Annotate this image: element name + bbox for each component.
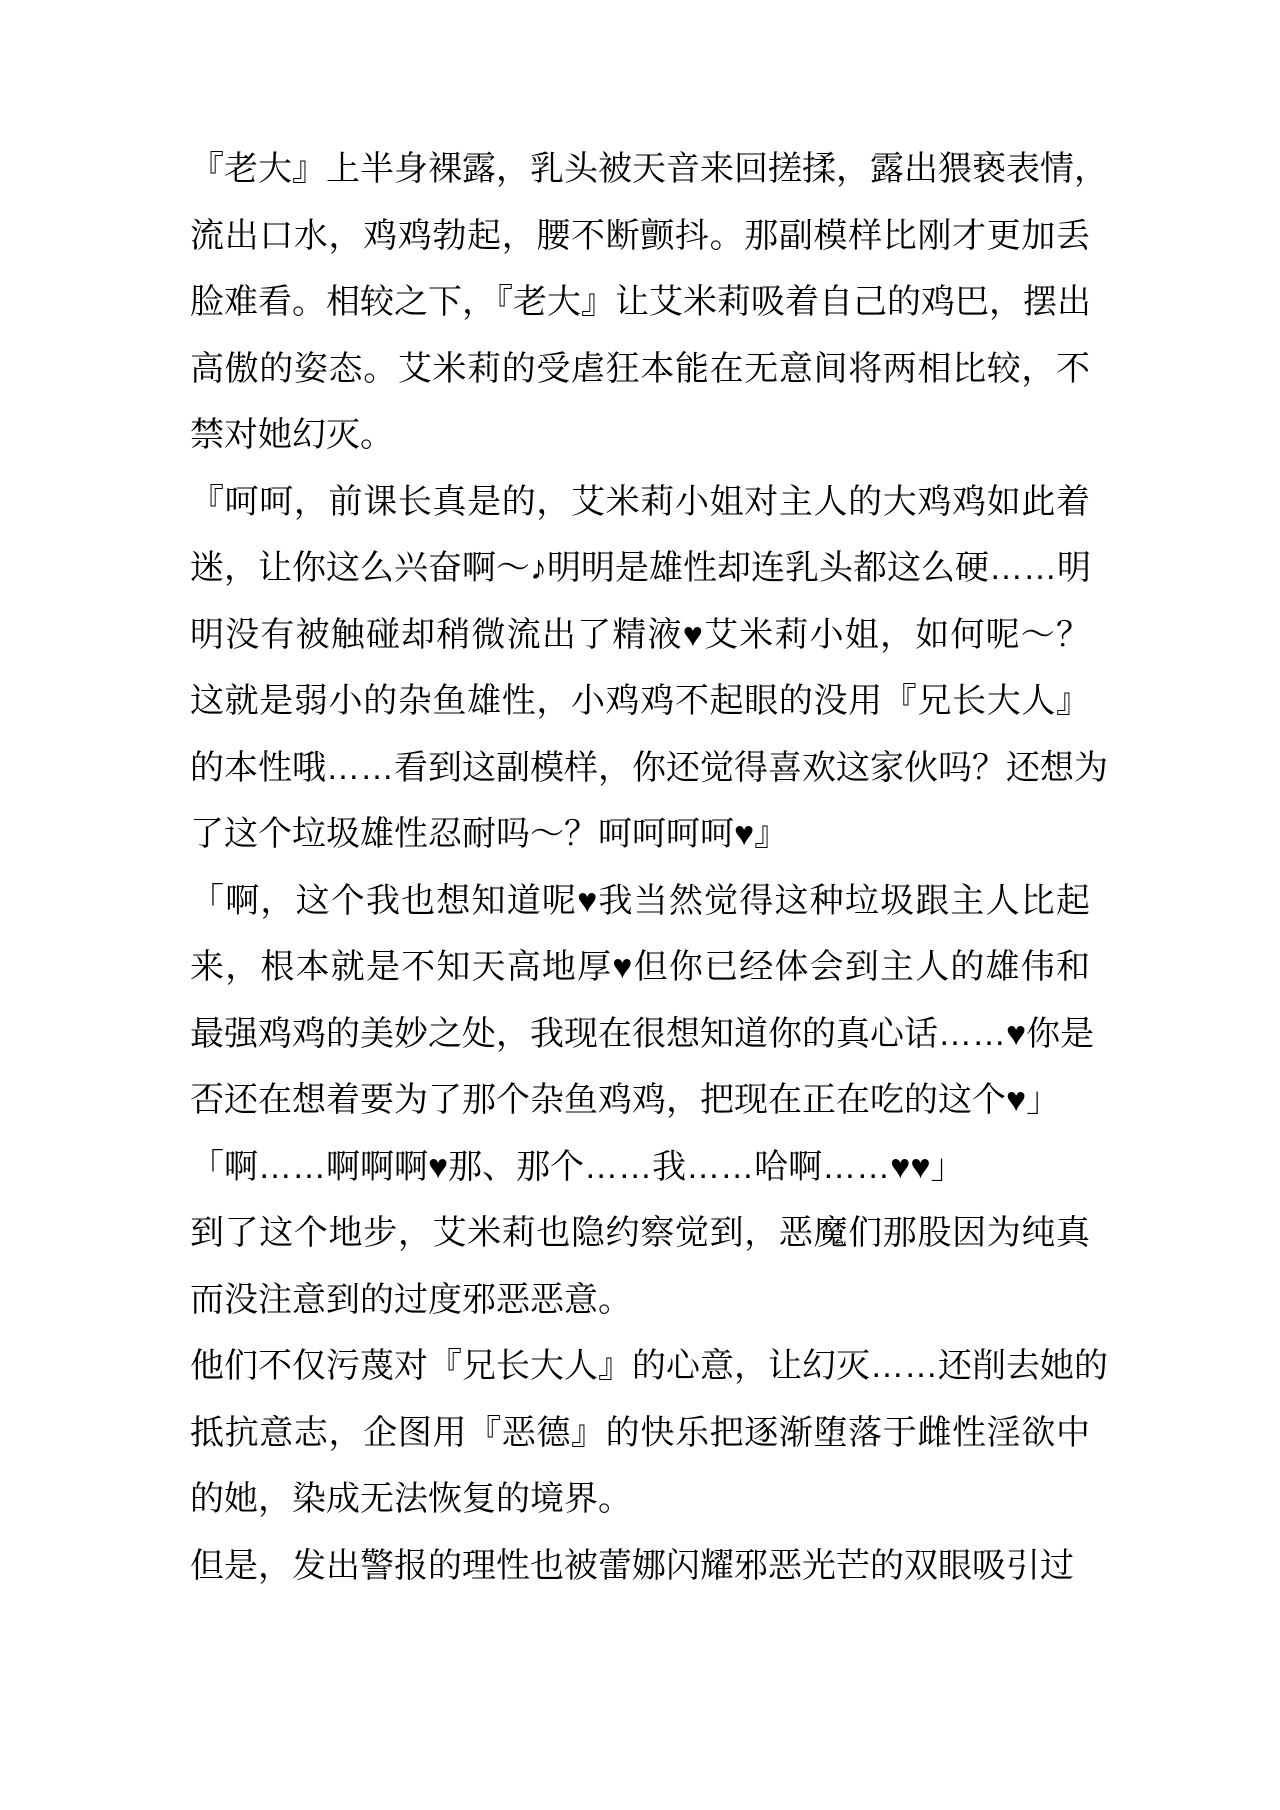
text-line: 『呵呵，前课长真是的，艾米莉小姐对主人的大鸡鸡如此着 [190,482,1090,521]
text-line: 的本性哦……看到这副模样，你还觉得喜欢这家伙吗？还想为 [190,748,1108,787]
paragraph [190,136,1108,469]
text-line: 这就是弱小的杂鱼雄性，小鸡鸡不起眼的没用『兄长大人』 [190,682,1090,720]
text-line: 他们不仅污蔑对『兄长大人』的心意，让幻灭……还削去她的 [190,1347,1108,1385]
paragraph [190,1200,1090,1333]
text-line: 禁对她幻灭。 [190,416,394,454]
text-column [190,136,1108,1599]
text-line: 『老大』上半身裸露，乳头被天音来回搓揉，露出猥亵表情， [190,150,1108,188]
text-line: 而没注意到的过度邪恶恶意。 [190,1280,632,1319]
text-line: 高傲的姿态。艾米莉的受虐狂本能在无意间将两相比较，不 [190,349,1090,388]
text-line: 明没有被触碰却稍微流出了精液♥艾米莉小姐，如何呢～？ [190,615,1090,654]
text-line: 「啊，这个我也想知道呢♥我当然觉得这种垃圾跟主人比起 [190,881,1090,920]
text-line: 迷，让你这么兴奋啊～♪明明是雄性却连乳头都这么硬……明 [190,549,1091,587]
text-line: 到了这个地步，艾米莉也隐约察觉到，恶魔们那股因为纯真 [190,1214,1090,1252]
text-line: 流出口水，鸡鸡勃起，腰不断颤抖。那副模样比刚才更加丢 [190,216,1090,255]
paragraph [190,469,1108,868]
text-line: 但是，发出警报的理性也被蕾娜闪耀邪恶光芒的双眼吸引过 [190,1546,1074,1585]
text-line: 抵抗意志，企图用『恶德』的快乐把逐渐堕落于雌性淫欲中 [190,1413,1090,1452]
paragraph [190,1134,1090,1201]
paragraph [190,868,1095,1134]
text-line: 了这个垃圾雄性忍耐吗～？呵呵呵呵♥』 [190,815,789,853]
text-line: 来，根本就是不知天高地厚♥但你已经体会到主人的雄伟和 [190,948,1090,986]
text-line: 否还在想着要为了那个杂鱼鸡鸡，把现在正在吃的这个♥」 [190,1081,1061,1119]
paragraph [190,1333,1108,1533]
text-line: 脸难看。相较之下，『老大』让艾米莉吸着自己的鸡巴，摆出 [190,283,1091,321]
text-line: 的她，染成无法恢复的境界。 [190,1480,632,1518]
text-line: 「啊……啊啊啊♥那、那个……我……哈啊……♥♥」 [190,1147,965,1186]
paragraph [190,1533,1090,1600]
text-line: 最强鸡鸡的美妙之处，我现在很想知道你的真心话……♥你是 [190,1014,1095,1053]
